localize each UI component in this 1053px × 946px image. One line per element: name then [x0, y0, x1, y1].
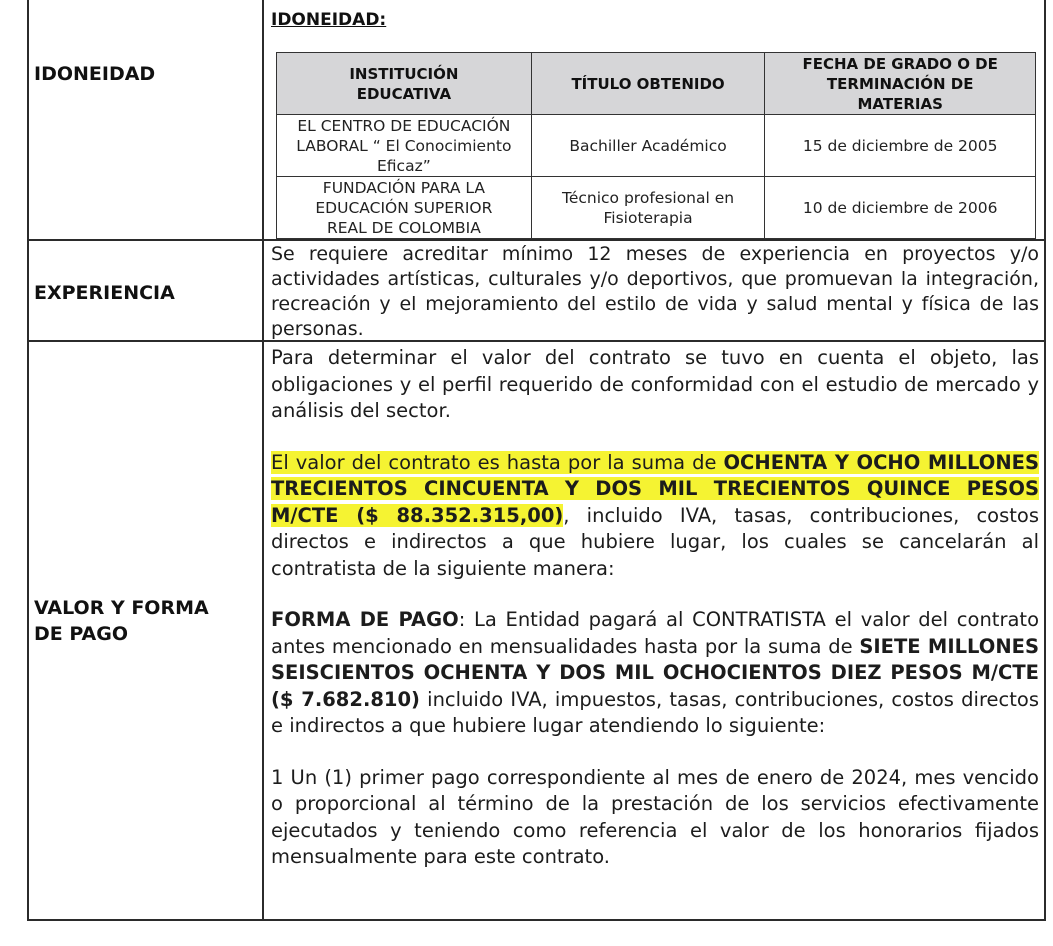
header-fecha: FECHA DE GRADO O DE TERMINACIÓN DE MATERIAS — [765, 53, 1036, 115]
forma-pago-intro: : La Entidad pagará al CONTRATISTA el valor del contrato antes mencionado en mensualidades hasta por la suma de — [271, 608, 1039, 658]
section-heading-idoneidad: IDONEIDAD: — [271, 10, 387, 30]
forma-pago-rest: incluido IVA, impuestos, tasas, contribuciones, costos directos e indirectos a que hubiere lugar atendiendo lo siguiente: — [271, 687, 1039, 737]
valor-paragraph-1: Para determinar el valor del contrato se tuvo en cuenta el objeto, las obligaciones y el perfil requerido de conformidad con el estudio de mercado y análisis del sector. — [271, 346, 1039, 422]
table-header-row — [277, 53, 1036, 115]
label-valor-forma-pago: VALOR Y FORMA DE PAGO — [34, 597, 209, 645]
cell-fecha: 10 de diciembre de 2006 — [765, 177, 1036, 239]
valor-paragraph-2-rest: , incluido IVA, tasas, contribuciones, costos directos e indirectos a que hubiere lugar, los cuales se cancelarán al contratista de la siguiente manera: — [271, 503, 1039, 580]
table-border-middle — [262, 0, 264, 921]
header-titulo: TÍTULO OBTENIDO — [531, 53, 765, 115]
contract-total-amount: OCHENTA Y OCHO MILLONES TRECIENTOS CINCUENTA Y DOS MIL TRECIENTOS QUINCE PESOS M/CTE ($ 88.352.315,00) — [271, 450, 1040, 527]
cell-institucion: EL CENTRO DE EDUCACIÓN LABORAL “ El Conocimiento Eficaz” — [277, 115, 532, 177]
education-table — [276, 52, 1036, 239]
forma-pago-label: FORMA DE PAGO — [271, 608, 459, 631]
paragraph-gap — [271, 740, 1039, 765]
experiencia-paragraph: Se requiere acreditar mínimo 12 meses de experiencia en proyectos y/o actividades artísticas, culturales y/o deportivos, que promuevan la integración, recreación y el mejoramiento del estilo de vida y salud mental y física de las personas. — [271, 243, 1039, 340]
table-row — [277, 115, 1036, 177]
forma-pago-paragraph — [271, 607, 1039, 740]
valor-content — [271, 345, 1039, 871]
cell-titulo: Bachiller Académico — [531, 115, 765, 177]
highlight-intro: El valor del contrato es hasta por la suma de — [271, 450, 724, 474]
paragraph-gap — [271, 582, 1039, 607]
cell-fecha: 15 de diciembre de 2005 — [765, 115, 1036, 177]
monthly-payment-amount: SIETE MILLONES SEISCIENTOS OCHENTA Y DOS MIL OCHOCIENTOS DIEZ PESOS M/CTE ($ 7.682.810) — [271, 634, 1040, 711]
row-divider-1 — [27, 239, 1046, 241]
table-row — [277, 177, 1036, 239]
table-border-left — [27, 0, 29, 921]
header-institucion: INSTITUCIÓN EDUCATIVA — [277, 53, 532, 115]
table-border-bottom — [27, 919, 1046, 921]
label-experiencia: EXPERIENCIA — [34, 282, 175, 304]
experiencia-text — [271, 242, 1039, 342]
paragraph-gap — [271, 425, 1039, 450]
valor-paragraph-2 — [271, 450, 1039, 583]
cell-institucion: FUNDACIÓN PARA LA EDUCACIÓN SUPERIOR REAL DE COLOMBIA — [277, 177, 532, 239]
cell-titulo: Técnico profesional en Fisioterapia — [531, 177, 765, 239]
table-border-right — [1044, 0, 1046, 921]
label-idoneidad: IDONEIDAD — [34, 63, 156, 85]
first-payment-paragraph: 1 Un (1) primer pago correspondiente al mes de enero de 2024, mes vencido o proporcional al término de la prestación de los servicios efectivamente ejecutados y teniendo como referencia el valor de los honorarios fijados mensualmente para este contrato. — [271, 765, 1039, 868]
